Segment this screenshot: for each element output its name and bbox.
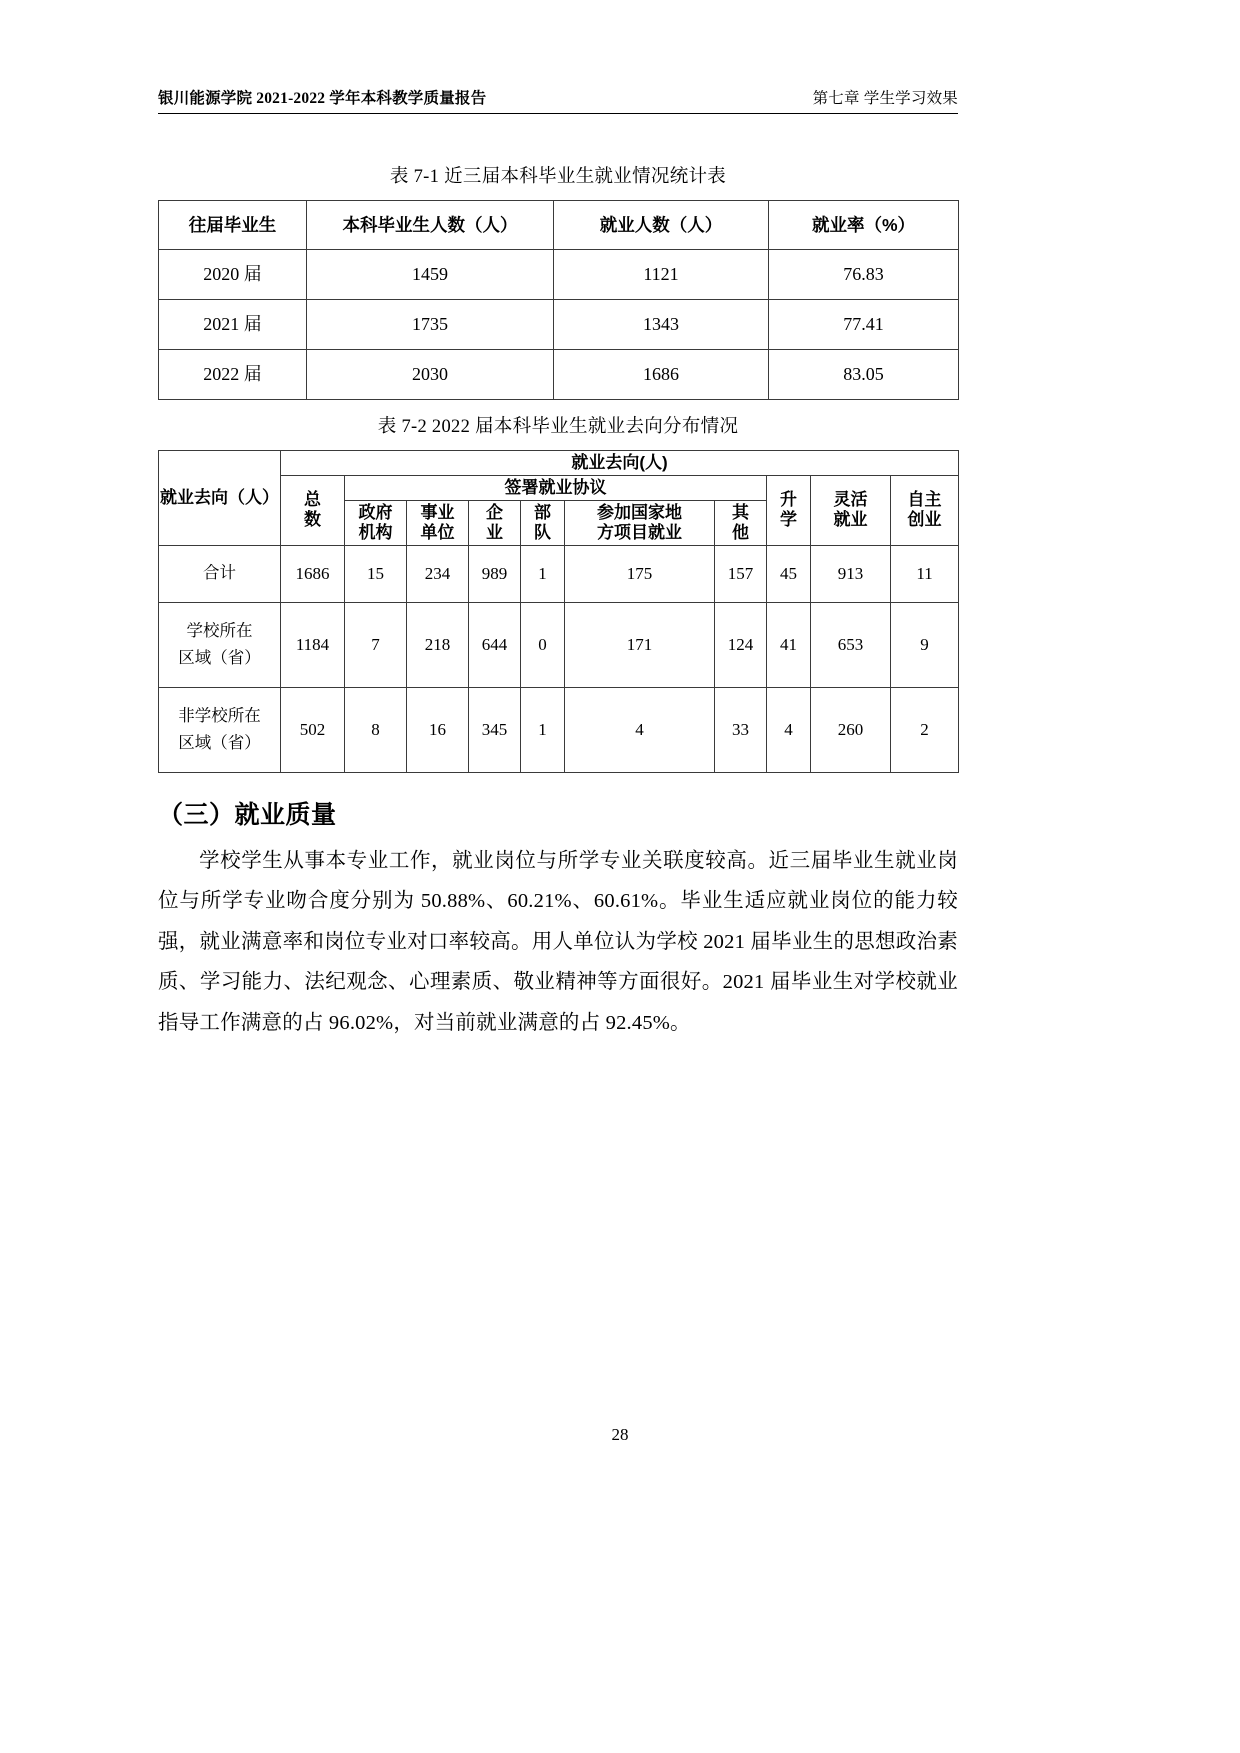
stub-header-line-1: 就业去向（人）	[160, 487, 279, 507]
cell-government: 15	[345, 545, 407, 602]
cell-graduates: 1459	[307, 249, 554, 299]
col-startup-line-1: 自主	[907, 490, 942, 510]
cell-row-label	[159, 602, 281, 687]
table-row	[159, 349, 959, 399]
table-7-2-col-enterprise	[469, 500, 521, 545]
cell-flexible: 260	[811, 687, 891, 772]
cell-project: 4	[565, 687, 715, 772]
col-project-line-2: 方项目就业	[597, 522, 682, 542]
cell-total: 1686	[281, 545, 345, 602]
table-7-2-stub-header	[159, 450, 281, 545]
table-7-1-caption: 表 7-1 近三届本科毕业生就业情况统计表	[389, 167, 727, 187]
cell-startup: 11	[891, 545, 959, 602]
table-row	[159, 545, 959, 602]
cell-institution: 16	[407, 687, 469, 772]
col-other-line-2: 他	[732, 522, 749, 542]
table-7-1-col-employed: 就业人数（人）	[554, 200, 769, 249]
cell-year: 2021 届	[159, 299, 307, 349]
table-7-2-col-army	[521, 500, 565, 545]
table-7-2	[158, 450, 959, 773]
cell-employed: 1343	[554, 299, 769, 349]
col-total-line-2: 数	[304, 510, 321, 530]
page-number: 28	[611, 1425, 629, 1444]
cell-row-label	[159, 687, 281, 772]
section-paragraph: 学校学生从事本专业工作，就业岗位与所学专业关联度较高。近三届毕业生就业岗位与所学专业吻合度分别为 50.88%、60.21%、60.61%。毕业生适应就业岗位的能力较强，就业满意率和岗位专业对口率较高。用人单位认为学校 2021 届毕业生的思想政治素质、学习能力、法纪观念、心理素质、敬业精神等方面很好。2021 届毕业生对学校就业指导工作满意的占 96.02%，对当前就业满意的占 92.45%。	[158, 849, 958, 1034]
col-army-line-2: 队	[534, 522, 551, 542]
cell-army: 1	[521, 545, 565, 602]
cell-government: 7	[345, 602, 407, 687]
cell-flexible: 653	[811, 602, 891, 687]
cell-startup: 2	[891, 687, 959, 772]
col-government-line-1: 政府	[358, 502, 393, 522]
cell-enterprise: 989	[469, 545, 521, 602]
col-other-line-1: 其	[732, 502, 749, 522]
col-enterprise-line-2: 业	[486, 522, 503, 542]
cell-rate: 83.05	[769, 349, 959, 399]
header-right-chapter: 第七章 学生学习效果	[812, 90, 958, 107]
table-7-1	[158, 200, 959, 400]
running-header	[158, 86, 958, 108]
col-flexible-line-1: 灵活	[833, 490, 868, 510]
table-7-2-col-other	[715, 500, 767, 545]
col-government-line-2: 机构	[358, 522, 393, 542]
cell-army: 1	[521, 687, 565, 772]
table-7-1-col-year: 往届毕业生	[159, 200, 307, 249]
cell-project: 175	[565, 545, 715, 602]
cell-row-label	[159, 545, 281, 602]
table-7-2-header-row-1	[159, 450, 959, 475]
cell-institution: 234	[407, 545, 469, 602]
section-heading: （三）就业质量	[158, 800, 337, 829]
cell-enterprise: 345	[469, 687, 521, 772]
cell-other: 124	[715, 602, 767, 687]
header-divider	[158, 113, 958, 114]
cell-rate: 77.41	[769, 299, 959, 349]
row-label-line-2: 区域（省）	[178, 732, 261, 752]
cell-other: 33	[715, 687, 767, 772]
row-label-line-1: 学校所在	[186, 621, 253, 641]
table-7-1-header-row	[159, 200, 959, 249]
table-row	[159, 249, 959, 299]
table-7-2-agreement-header: 签署就业协议	[345, 475, 767, 500]
page-content	[158, 150, 958, 1044]
table-row	[159, 687, 959, 772]
cell-total: 502	[281, 687, 345, 772]
cell-other: 157	[715, 545, 767, 602]
table-row	[159, 299, 959, 349]
col-flexible-line-2: 就业	[833, 510, 868, 530]
col-project-line-1: 参加国家地	[597, 502, 682, 522]
table-7-2-col-flexible	[811, 475, 891, 545]
cell-rate: 76.83	[769, 249, 959, 299]
col-further-study-line-2: 学	[780, 510, 797, 530]
col-institution-line-1: 事业	[420, 502, 455, 522]
table-7-2-col-startup	[891, 475, 959, 545]
cell-further-study: 41	[767, 602, 811, 687]
cell-further-study: 45	[767, 545, 811, 602]
cell-startup: 9	[891, 602, 959, 687]
table-7-2-caption: 表 7-2 2022 届本科毕业生就业去向分布情况	[377, 416, 739, 437]
table-7-2-col-institution	[407, 500, 469, 545]
row-label-line-1: 非学校所在	[178, 706, 261, 726]
col-institution-line-2: 单位	[420, 522, 455, 542]
cell-army: 0	[521, 602, 565, 687]
table-7-1-col-graduates: 本科毕业生人数（人）	[307, 200, 554, 249]
col-total-line-1: 总	[304, 490, 321, 510]
col-startup-line-2: 创业	[907, 510, 942, 530]
cell-institution: 218	[407, 602, 469, 687]
table-7-1-col-rate: 就业率（%）	[769, 200, 959, 249]
cell-government: 8	[345, 687, 407, 772]
table-row	[159, 602, 959, 687]
table-7-2-group-header: 就业去向(人)	[281, 450, 959, 475]
cell-year: 2020 届	[159, 249, 307, 299]
cell-flexible: 913	[811, 545, 891, 602]
col-further-study-line-1: 升	[780, 490, 797, 510]
row-label-line-1: 合计	[203, 563, 236, 583]
cell-employed: 1121	[554, 249, 769, 299]
cell-total: 1184	[281, 602, 345, 687]
cell-year: 2022 届	[159, 349, 307, 399]
cell-enterprise: 644	[469, 602, 521, 687]
table-7-2-col-project	[565, 500, 715, 545]
cell-graduates: 2030	[307, 349, 554, 399]
table-7-2-col-government	[345, 500, 407, 545]
header-left-title: 银川能源学院 2021-2022 学年本科教学质量报告	[158, 90, 487, 107]
row-label-line-2: 区域（省）	[178, 647, 261, 667]
col-enterprise-line-1: 企	[486, 502, 503, 522]
col-army-line-1: 部	[534, 502, 551, 522]
table-7-2-col-further-study	[767, 475, 811, 545]
table-7-2-col-total	[281, 475, 345, 545]
cell-project: 171	[565, 602, 715, 687]
cell-graduates: 1735	[307, 299, 554, 349]
cell-further-study: 4	[767, 687, 811, 772]
cell-employed: 1686	[554, 349, 769, 399]
